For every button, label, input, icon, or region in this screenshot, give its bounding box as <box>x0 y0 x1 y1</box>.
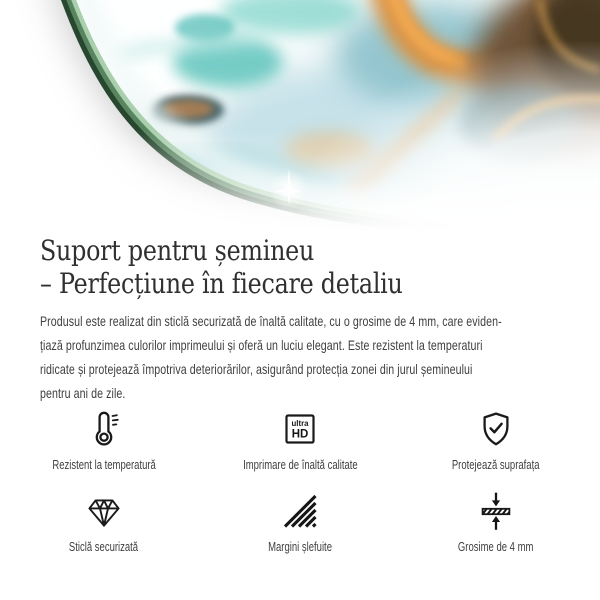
feature-protects-surface <box>398 407 594 473</box>
description-line-2: țiază profunzimea culorilor imprimeului și oferă un luciu elegant. Este rezistent la temperaturi <box>40 337 483 353</box>
feature-label: Sticlă securizată <box>69 540 139 554</box>
thermometer-icon <box>82 407 126 453</box>
description-line-3: ridicate și protejează împotriva deteriorărilor, asigurând protecția zonei din jurul șemineului <box>40 361 473 377</box>
ultra-hd-text-bottom: HD <box>291 428 309 441</box>
feature-grid <box>40 407 560 555</box>
product-photo <box>0 0 600 232</box>
glass-plate-image <box>0 0 600 232</box>
feature-label: Imprimare de înaltă calitate <box>242 458 358 472</box>
diamond-icon <box>82 489 126 535</box>
feature-label: Protejează suprafața <box>452 458 540 472</box>
ultra-hd-text-top: ultra <box>291 419 309 428</box>
feature-print-quality <box>202 407 398 473</box>
feature-thickness <box>398 489 594 555</box>
feature-polished-edges <box>202 489 398 555</box>
page-title <box>40 234 482 300</box>
title-line-1: Suport pentru șemineu <box>40 234 315 267</box>
shield-check-icon <box>474 407 518 453</box>
feature-label: Grosime de 4 mm <box>458 540 534 554</box>
feature-temperature <box>6 407 202 473</box>
description-paragraph <box>40 309 560 405</box>
description-line-1: Produsul este realizat din sticlă securizată de înaltă calitate, cu o grosime de 4 mm, care eviden- <box>40 313 502 329</box>
feature-tempered-glass <box>6 489 202 555</box>
corner-fade <box>300 30 600 232</box>
product-description-section <box>0 232 600 555</box>
description-line-4: pentru ani de zile. <box>40 385 126 401</box>
title-line-2: – Perfecțiune în fiecare detaliu <box>40 267 403 300</box>
ultra-hd-icon <box>278 407 322 453</box>
feature-label: Rezistent la temperatură <box>52 458 156 472</box>
polished-edges-icon <box>278 489 322 535</box>
feature-label: Margini șlefuite <box>268 540 332 554</box>
thickness-compress-icon <box>474 489 518 535</box>
